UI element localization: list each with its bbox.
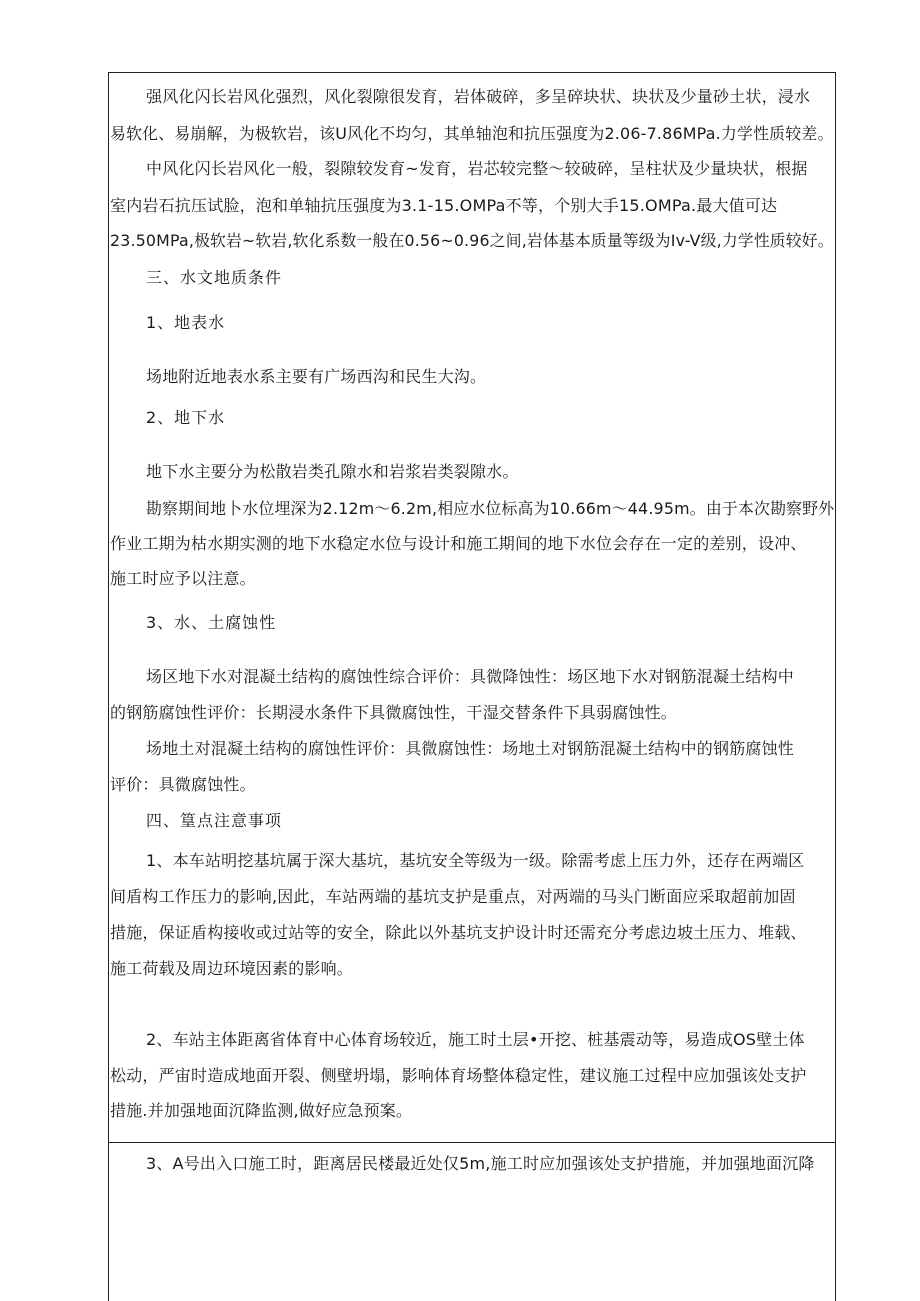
paragraph-line: 室内岩石抗压试脸，泡和单轴抗压强度为3.1-15.OMPa不等，个别大手15.OMPa.最大值可达 bbox=[110, 196, 778, 215]
paragraph-line: 3、A号出入口施工时，距离居民楼最近处仅5m,施工时应加强该处支护措施，并加强地面沉降 bbox=[146, 1154, 815, 1173]
paragraph-line: 施工荷载及周边环境因素的影响。 bbox=[110, 959, 354, 978]
paragraph-line: 易软化、易崩解，为极软岩，该U风化不均匀，其单轴泡和抗压强度为2.06-7.86MPa.力学性质较差。 bbox=[110, 124, 834, 143]
paragraph-line: 23.50MPa,极软岩~软岩,软化系数一般在0.56~0.96之间,岩体基本质量等级为Iv-V级,力学性质较好。 bbox=[110, 231, 834, 250]
subsection-heading: 3、水、土腐蚀性 bbox=[146, 613, 277, 632]
subsection-heading: 2、地下水 bbox=[146, 408, 226, 427]
paragraph-line: 场地土对混凝土结构的腐蚀性评价：具微腐蚀性：场地土对钢筋混凝土结构中的钢筋腐蚀性 bbox=[146, 739, 795, 758]
paragraph-line: 中风化闪长岩风化一般，裂隙较发育~发育，岩芯较完整～较破碎，呈柱状及少量块状，根据 bbox=[146, 159, 808, 178]
paragraph-line: 评价：具微腐蚀性。 bbox=[110, 775, 256, 794]
paragraph-line: 间盾构工作压力的影响,因此，车站两端的基坑支护是重点，对两端的马头门断面应采取超前加固 bbox=[110, 887, 796, 906]
paragraph-line: 措施.并加强地面沉降监测,做好应急预案。 bbox=[110, 1101, 413, 1120]
paragraph-line: 地下水主要分为松散岩类孔隙水和岩浆岩类裂隙水。 bbox=[146, 462, 519, 481]
paragraph-line: 施工时应予以注意。 bbox=[110, 569, 256, 588]
paragraph-line: 场地附近地表水系主要有广场西沟和民生大沟。 bbox=[146, 367, 487, 386]
paragraph-line: 松动，严宙时造成地面开裂、侧壁坍塌，影响体育场整体稳定性，建议施工过程中应加强该处支护 bbox=[110, 1066, 807, 1085]
row-divider bbox=[108, 1142, 836, 1143]
paragraph-line: 作业工期为枯水期实测的地下水稳定水位与设计和施工期间的地下水位会存在一定的差别，设冲、 bbox=[110, 534, 807, 553]
paragraph-line: 勘察期间地卜水位埋深为2.12m～6.2m,相应水位标高为10.66m～44.95m。由于本次勘察野外 bbox=[146, 499, 835, 518]
paragraph-line: 1、本车站明挖基坑属于深大基坑，基坑安全等级为一级。除需考虑上压力外，还存在两端区 bbox=[146, 851, 805, 870]
paragraph-line: 强风化闪长岩风化强烈，风化裂隙很发育，岩体破碎，多呈碎块状、块状及少量砂土状，浸水 bbox=[146, 87, 811, 106]
section-heading: 四、篁点注意事项 bbox=[146, 811, 283, 830]
paragraph-line: 的钢筋腐蚀性评价：长期浸水条件下具微腐蚀性，干湿交替条件下具弱腐蚀性。 bbox=[110, 703, 678, 722]
paragraph-line: 2、车站主体距离省体育中心体育场较近，施工时土层•开挖、桩基震动等，易造成OS壁土体 bbox=[146, 1030, 805, 1049]
section-heading: 三、水文地质条件 bbox=[146, 268, 283, 287]
paragraph-line: 措施，保证盾构接收或过站等的安全，除此以外基坑支护设计时还需充分考虑边坡土压力、堆载、 bbox=[110, 923, 807, 942]
paragraph-line: 场区地下水对混凝土结构的腐蚀性综合评价：具微降蚀性：场区地下水对钢筋混凝土结构中 bbox=[146, 667, 795, 686]
subsection-heading: 1、地表水 bbox=[146, 313, 226, 332]
